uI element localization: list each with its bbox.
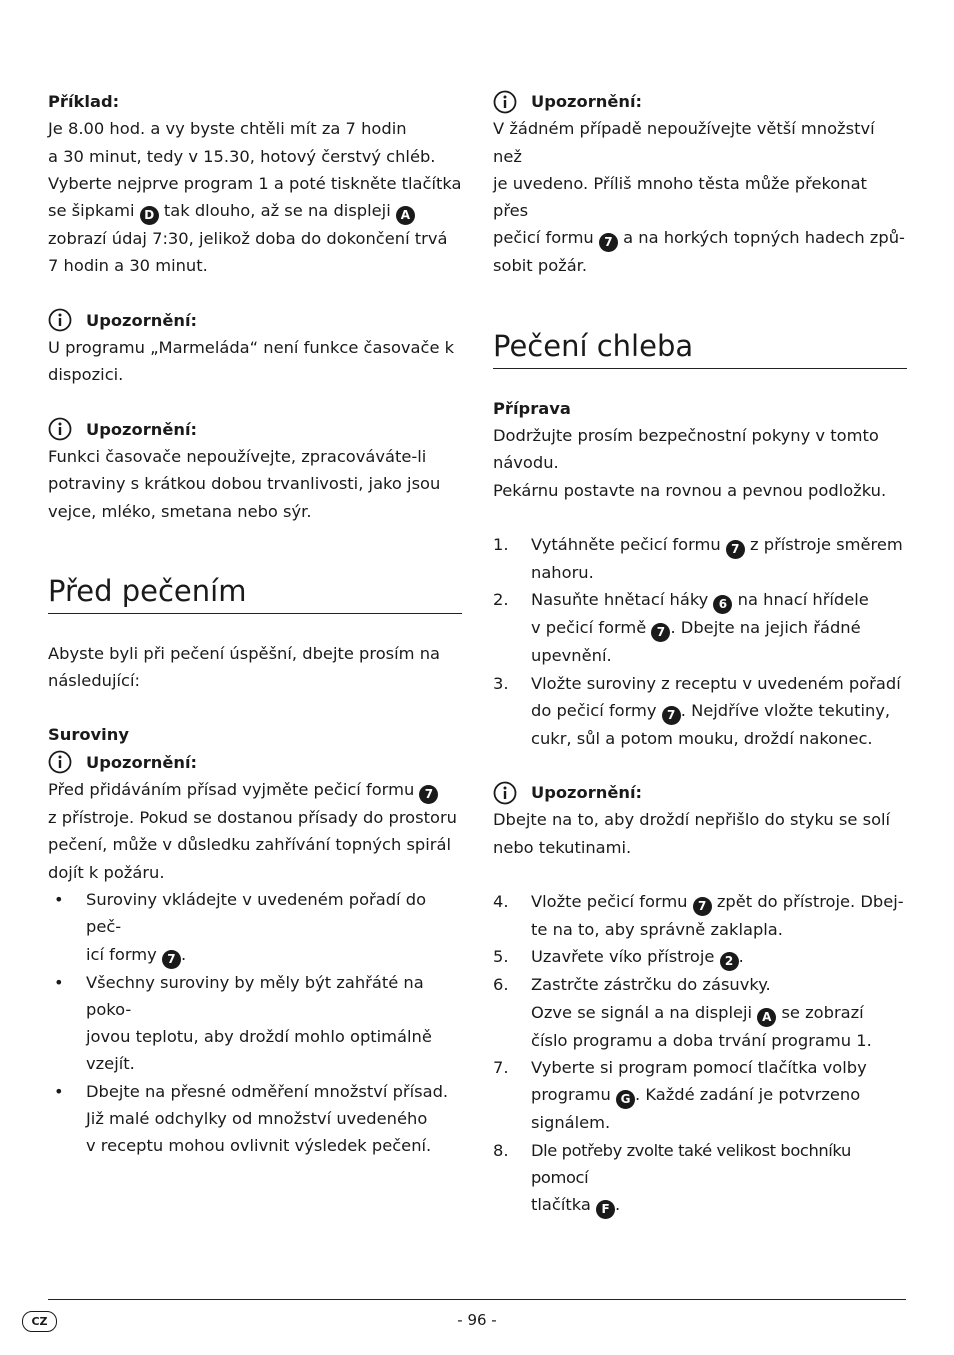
example-line: 7 hodin a 30 minut. bbox=[48, 256, 208, 276]
example-line: se šipkami D tak dlouho, až se na displeji A bbox=[48, 197, 462, 225]
example-line: zobrazí údaj 7:30, jelikož doba do dokončení trvá bbox=[48, 229, 448, 249]
badge-7: 7 bbox=[726, 540, 745, 559]
note-text: Před přidáváním přísad vyjměte pečicí formu 7 bbox=[48, 776, 462, 804]
page-number: - 96 - bbox=[457, 1311, 497, 1329]
step-item: 4. Vložte pečicí formu 7 zpět do přístroje. Dbej- te na to, aby správně zaklapla. bbox=[493, 892, 904, 940]
step-item: 5. Uzavřete víko přístroje 2 . bbox=[493, 943, 907, 971]
note-text: Funkci časovače nepoužívejte, zpracováváte-li bbox=[48, 446, 427, 466]
step-item: 2. Nasuňte hnětací háky 6 na hnací hřídele v pečicí formě 7 . Dbejte na jejich řádné upevnění. bbox=[493, 590, 869, 666]
badge-a: A bbox=[757, 1008, 776, 1027]
ingredients-list bbox=[48, 886, 462, 1160]
intro-text: Abyste byli při pečení úspěšní, dbejte prosím na bbox=[48, 643, 441, 663]
note-text: dojít k požáru. bbox=[48, 862, 165, 882]
list-item: • Dbejte na přesné odměření množství přísad. Již malé odchylky od množství uvedeného v receptu mohou ovlivnit výsledek pečení. bbox=[54, 1081, 449, 1156]
example-heading: Příklad: bbox=[48, 92, 120, 111]
note-heading: Upozornění: bbox=[48, 749, 462, 776]
list-item: • Suroviny vkládejte v uvedeném pořadí do peč- icí formy 7 . bbox=[48, 886, 462, 969]
language-badge: CZ bbox=[22, 1311, 57, 1332]
section-title-baking-bread: Pečení chleba bbox=[493, 328, 907, 369]
step-item: 1. Vytáhněte pečicí formu 7 z přístroje směrem nahoru. bbox=[493, 534, 903, 582]
example-line: Je 8.00 hod. a vy byste chtěli mít za 7 hodin bbox=[48, 119, 407, 139]
note-heading: Upozornění: bbox=[493, 779, 907, 806]
info-icon bbox=[48, 308, 72, 332]
note-heading: Upozornění: bbox=[48, 307, 462, 334]
step-item: 3. Vložte suroviny z receptu v uvedeném pořadí do pečicí formy 7 . Nejdříve vložte tekutiny, cukr, sůl a potom mouku, droždí nakonec. bbox=[493, 673, 901, 748]
badge-7: 7 bbox=[599, 233, 618, 252]
badge-a: A bbox=[396, 206, 415, 225]
info-icon bbox=[48, 417, 72, 441]
note-text: je uvedeno. Příliš mnoho těsta může překonat přes bbox=[493, 173, 867, 221]
right-column bbox=[493, 88, 907, 1219]
step-item: 8. Dle potřeby zvolte také velikost bochníku pomocí tlačítka F . bbox=[493, 1137, 907, 1220]
steps-list bbox=[493, 888, 907, 1219]
example-line: Vyberte nejprve program 1 a poté tiskněte tlačítka bbox=[48, 173, 462, 193]
steps-list bbox=[493, 531, 907, 752]
note-heading: Upozornění: bbox=[493, 88, 907, 115]
ingredients-heading: Suroviny bbox=[48, 725, 129, 745]
badge-7: 7 bbox=[651, 623, 670, 642]
badge-7: 7 bbox=[693, 897, 712, 916]
prep-text: návodu. bbox=[493, 453, 559, 473]
step-item: 6. Zastrčte zástrčku do zásuvky. Ozve se signál a na displeji A se zobrazí číslo programu a doba trvání programu 1. bbox=[493, 975, 872, 1050]
prep-text: Pekárnu postavte na rovnou a pevnou podložku. bbox=[493, 480, 887, 500]
info-icon bbox=[493, 781, 517, 805]
info-icon bbox=[48, 750, 72, 774]
note-text: z přístroje. Pokud se dostanou přísady do prostoru bbox=[48, 808, 457, 828]
badge-7: 7 bbox=[662, 706, 681, 725]
note-text: pečení, může v důsledku zahřívání topných spirál bbox=[48, 835, 451, 855]
preparation-heading: Příprava bbox=[493, 398, 571, 418]
list-item: • Všechny suroviny by měly být zahřáté na poko- jovou teplotu, aby droždí mohlo optimálně vzejít. bbox=[54, 972, 432, 1074]
badge-2: 2 bbox=[720, 952, 739, 971]
badge-7: 7 bbox=[162, 950, 181, 969]
note-text: pečicí formu 7 a na horkých topných hadech způ- bbox=[493, 224, 907, 252]
note-text: vejce, mléko, smetana nebo sýr. bbox=[48, 501, 312, 521]
note-text: sobit požár. bbox=[493, 256, 588, 276]
footer-divider bbox=[48, 1299, 906, 1300]
step-item: 7. Vyberte si program pomocí tlačítka volby programu G . Každé zadání je potvrzeno signálem. bbox=[493, 1057, 867, 1133]
note-text: nebo tekutinami. bbox=[493, 837, 632, 857]
note-text: V žádném případě nepoužívejte větší množství než bbox=[493, 119, 875, 166]
note-text: U programu „Marmeláda“ není funkce časovače k bbox=[48, 338, 455, 358]
badge-7: 7 bbox=[419, 785, 438, 804]
section-title-before-baking: Před pečením bbox=[48, 573, 462, 614]
example-line: a 30 minut, tedy v 15.30, hotový čerstvý chléb. bbox=[48, 146, 436, 166]
left-column bbox=[48, 88, 462, 1160]
note-heading: Upozornění: bbox=[48, 416, 462, 443]
intro-text: následující: bbox=[48, 671, 140, 691]
note-text: Dbejte na to, aby droždí nepřišlo do styku se solí bbox=[493, 810, 891, 830]
note-text: potraviny s krátkou dobou trvanlivosti, jako jsou bbox=[48, 474, 441, 494]
note-text: dispozici. bbox=[48, 365, 124, 385]
prep-text: Dodržujte prosím bezpečnostní pokyny v tomto bbox=[493, 426, 879, 446]
badge-f: F bbox=[596, 1200, 615, 1219]
badge-d: D bbox=[140, 206, 159, 225]
info-icon bbox=[493, 90, 517, 114]
badge-g: G bbox=[616, 1090, 635, 1109]
badge-6: 6 bbox=[713, 595, 732, 614]
